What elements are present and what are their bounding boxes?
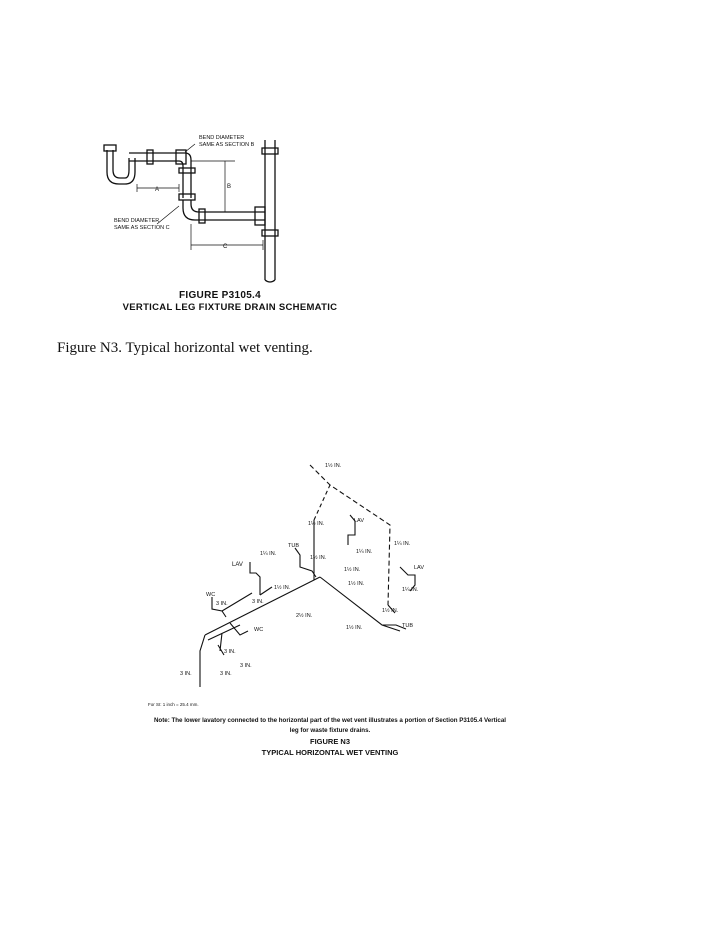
lav-upper-label: LAV (354, 518, 364, 524)
tub-upper-size: 1½ IN. (310, 555, 327, 561)
dimension-c: C (223, 244, 228, 250)
figure-n3-heading: Figure N3. Typical horizontal wet venting. (57, 340, 313, 356)
bend-bottom-label-2: SAME AS SECTION C (114, 225, 170, 231)
dimension-b: B (227, 184, 232, 190)
lav-right-size: 1¼ IN. (402, 587, 419, 593)
figure-n3-caption-1: FIGURE N3 (309, 737, 350, 746)
bend-top-label: BEND DIAMETER (199, 135, 245, 141)
dimension-a: A (155, 187, 160, 193)
figure-n3-note-2: leg for waste fixture drains. (289, 727, 371, 734)
lav-left-size: 1¼ IN. (260, 551, 277, 557)
figure-p3105-caption-1: FIGURE P3105.4 (178, 290, 261, 301)
vent-mid-size: 1½ IN. (308, 521, 325, 527)
figure-p3105-caption-2: VERTICAL LEG FIXTURE DRAIN SCHEMATIC (122, 302, 338, 313)
tub-upper-label: TUB (288, 543, 299, 549)
wc-left-size: 3 IN. (216, 601, 228, 607)
vent-top-size: 1½ IN. (325, 463, 342, 469)
lav-left-size-2: 1½ IN. (274, 585, 291, 591)
end-drain-size: 3 IN. (180, 671, 192, 677)
vent-right-size: 1¼ IN. (394, 541, 411, 547)
lav-right-label: LAV (414, 565, 424, 571)
trap-inlet (104, 145, 116, 151)
figure-n3-note-1: Note: The lower lavatory connected to the horizontal part of the wet vent illustrates a portion of Section P3105.4 Vertical (153, 717, 507, 724)
top-bend (179, 153, 191, 198)
wc-lower-label: WC (254, 627, 264, 633)
wc-lower-size-2: 3 IN. (240, 663, 252, 669)
bottom-bend (183, 200, 265, 220)
wc-lower-size-3: 3 IN. (220, 671, 232, 677)
wc-left-size-2: 3 IN. (252, 599, 264, 605)
tub-right-size: 1½ IN. (346, 625, 363, 631)
wc-lower-size: 3 IN. (224, 649, 236, 655)
tub-right-label: TUB (402, 623, 413, 629)
wc-left-label: WC (206, 592, 216, 598)
lav-upper-size: 1¼ IN. (356, 549, 373, 555)
bend-top-label-2: SAME AS SECTION B (199, 142, 255, 148)
tub-upper (295, 548, 316, 577)
si-conversion-note: For SI: 1 inch = 25.4 mm. (148, 702, 199, 707)
lav-left (250, 562, 260, 595)
vertical-leg-schematic (95, 120, 295, 285)
main-pipe-size: 2½ IN. (296, 613, 313, 619)
wet-venting-isometric (160, 455, 460, 695)
lav-left-label: LAV (232, 562, 243, 568)
p-trap (107, 150, 135, 184)
lav-right-size-2: 1½ IN. (382, 608, 399, 614)
bend-bottom-label: BEND DIAMETER (114, 218, 160, 224)
lower-drain (200, 635, 205, 687)
tub-upper-size-2: 1½ IN. (344, 567, 361, 573)
vertical-stack (265, 140, 275, 280)
figure-n3-caption-2: TYPICAL HORIZONTAL WET VENTING (261, 748, 399, 757)
mid-pipe-size: 1½ IN. (348, 581, 365, 587)
